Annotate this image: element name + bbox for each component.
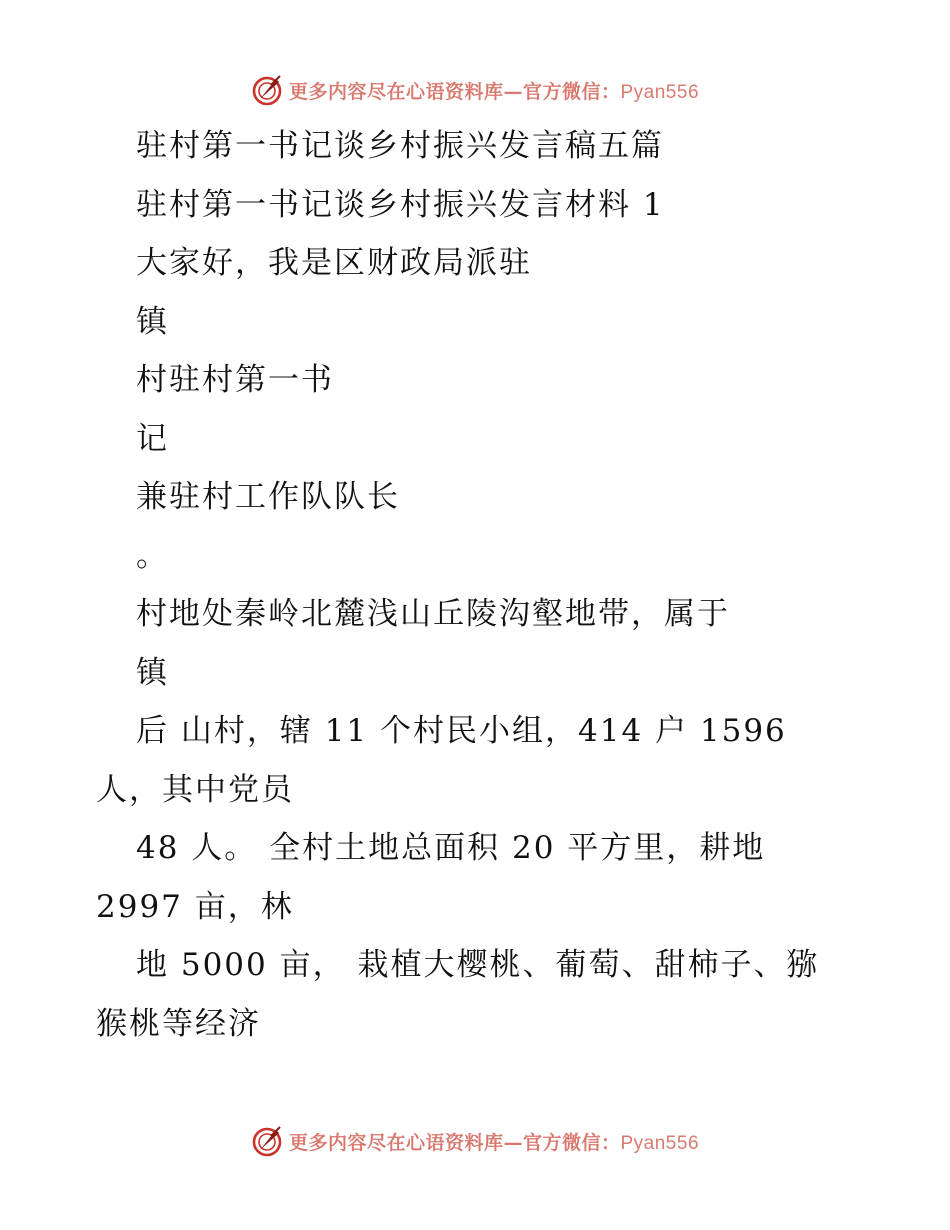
watermark-text: 更多内容尽在心语资料库—官方微信：Pyan556 [288, 80, 700, 103]
body-line: 地 5000 亩， 栽植大樱桃、葡萄、甜柿子、猕 [136, 947, 820, 983]
body-line: 村地处秦岭北麓浅山丘陵沟壑地带，属于 [136, 596, 730, 632]
body-line: 记 [136, 421, 169, 457]
body-line: 镇 [136, 655, 169, 691]
body-line: 2997 亩，林 [96, 889, 294, 925]
quill-seal-logo-icon [251, 1124, 285, 1158]
body-line: 镇 [136, 304, 169, 340]
watermark-text: 更多内容尽在心语资料库—官方微信：Pyan556 [288, 1131, 700, 1154]
watermark-header [0, 70, 950, 110]
watermark-footer [0, 1121, 950, 1161]
document-title: 驻村第一书记谈乡村振兴发言稿五篇 [136, 128, 664, 164]
body-line: 猴桃等经济 [96, 1006, 261, 1042]
document-subtitle: 驻村第一书记谈乡村振兴发言材料 1 [136, 187, 665, 223]
body-line: 。 [136, 538, 169, 574]
body-line: 大家好，我是区财政局派驻 [136, 245, 532, 281]
body-line: 村驻村第一书 [136, 362, 334, 398]
body-line: 后 山村，辖 11 个村民小组，414 户 1596 [136, 713, 787, 749]
body-line: 48 人。 全村土地总面积 20 平方里，耕地 [136, 830, 766, 866]
quill-seal-logo-icon [251, 73, 285, 107]
body-line: 兼驻村工作队队长 [136, 479, 400, 515]
body-line: 人，其中党员 [96, 772, 294, 808]
